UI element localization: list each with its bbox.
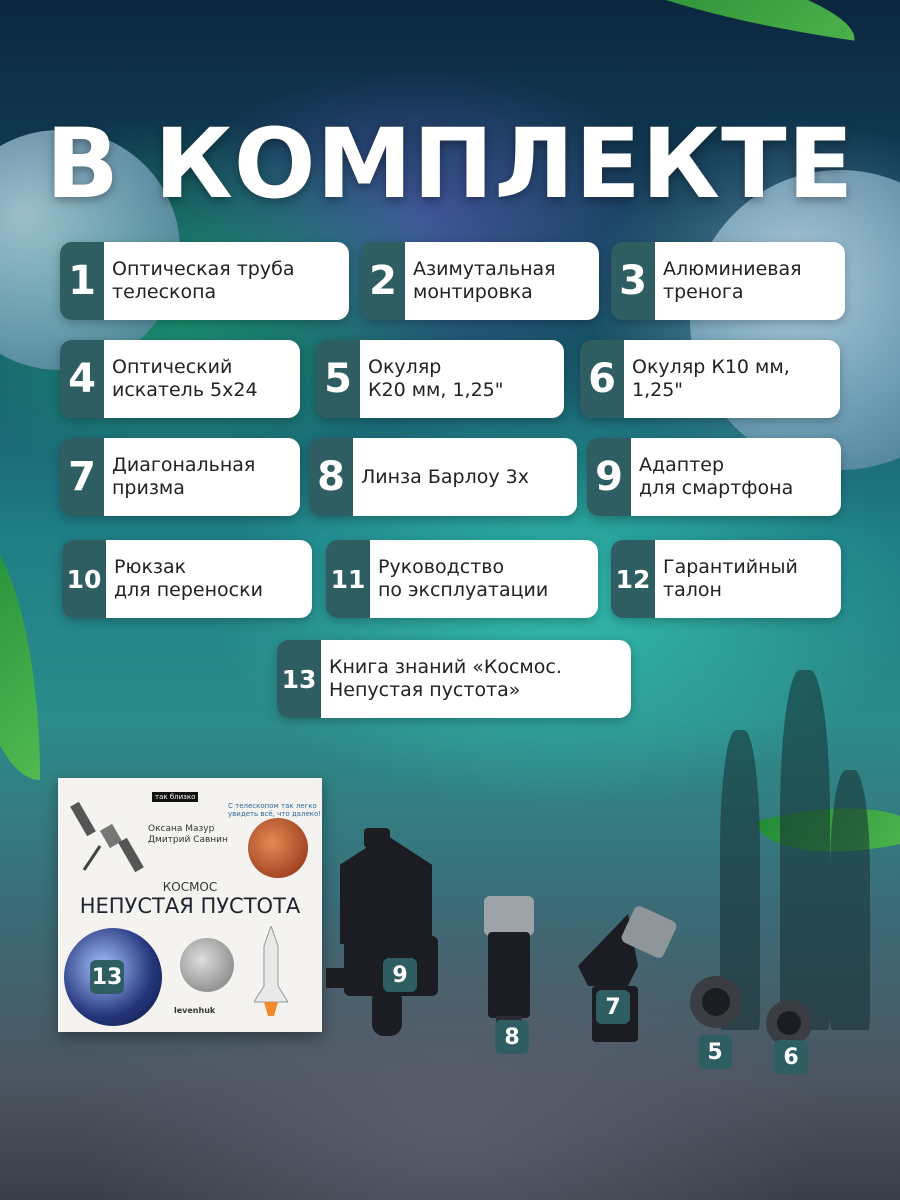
leaf-decoration-left	[0, 520, 40, 780]
item-label: Руководство по эксплуатации	[370, 540, 598, 618]
kit-item	[277, 640, 631, 718]
kit-item	[611, 540, 841, 618]
kit-item	[611, 242, 845, 320]
smartphone-adapter-product	[326, 828, 456, 1038]
page-title: В КОМПЛЕКТЕ	[45, 108, 855, 220]
badge-eyepiece-20: 5	[698, 1035, 732, 1069]
item-number: 4	[60, 340, 104, 418]
item-number: 3	[611, 242, 655, 320]
item-label: Азимутальная монтировка	[405, 242, 599, 320]
item-number: 10	[62, 540, 106, 618]
book-title: НЕПУСТАЯ ПУСТОТА	[79, 894, 301, 918]
kit-item	[60, 242, 349, 320]
item-label: Оптический искатель 5х24	[104, 340, 300, 418]
item-label: Гарантийный талон	[655, 540, 841, 618]
eyepiece-20mm-product	[688, 974, 744, 1030]
item-number: 12	[611, 540, 655, 618]
diagonal-prism-product	[568, 906, 688, 1046]
kit-item	[316, 340, 564, 418]
item-number: 13	[277, 640, 321, 718]
item-number: 11	[326, 540, 370, 618]
barlow-lens-product	[476, 896, 542, 1036]
item-label: Книга знаний «Космос. Непустая пустота»	[321, 640, 631, 718]
kit-item	[580, 340, 840, 418]
kit-item	[361, 242, 599, 320]
item-label: Алюминиевая тренога	[655, 242, 845, 320]
item-number: 8	[309, 438, 353, 516]
space-shuttle-illustration	[254, 926, 288, 1016]
item-label: Диагональная призма	[104, 438, 300, 516]
book-authors: Оксана Мазур Дмитрий Савнин	[148, 824, 228, 845]
book-quote: С телескопом так легко увидеть всё, что далеко!	[228, 802, 322, 818]
tree-silhouette	[830, 770, 870, 1030]
tree-silhouette	[780, 670, 830, 1030]
item-label: Окуляр К10 мм, 1,25"	[624, 340, 840, 418]
item-number: 7	[60, 438, 104, 516]
kit-item	[60, 438, 300, 516]
kit-item	[326, 540, 598, 618]
item-label: Рюкзак для переноски	[106, 540, 312, 618]
moon-illustration	[180, 938, 234, 992]
item-label: Окуляр К20 мм, 1,25"	[360, 340, 564, 418]
book-subtitle: КОСМОС	[162, 880, 218, 894]
item-number: 5	[316, 340, 360, 418]
kit-item	[309, 438, 577, 516]
item-number: 1	[60, 242, 104, 320]
book-series-label: так близко	[152, 792, 198, 802]
publisher-logo: levenhuk	[174, 1006, 216, 1015]
item-number: 2	[361, 242, 405, 320]
kit-item	[60, 340, 300, 418]
badge-adapter: 9	[383, 958, 417, 992]
badge-barlow: 8	[495, 1020, 529, 1054]
item-label: Оптическая труба телескопа	[104, 242, 349, 320]
item-number: 6	[580, 340, 624, 418]
badge-prism: 7	[596, 990, 630, 1024]
badge-book: 13	[90, 960, 124, 994]
item-label: Линза Барлоу 3х	[353, 438, 577, 516]
kit-item	[587, 438, 841, 516]
mars-illustration	[248, 818, 308, 878]
item-number: 9	[587, 438, 631, 516]
badge-eyepiece-10: 6	[774, 1040, 808, 1074]
item-label: Адаптер для смартфона	[631, 438, 841, 516]
kit-item	[62, 540, 312, 618]
satellite-illustration	[70, 796, 150, 876]
book-product	[58, 778, 322, 1032]
leaf-decoration-top	[557, 0, 862, 41]
